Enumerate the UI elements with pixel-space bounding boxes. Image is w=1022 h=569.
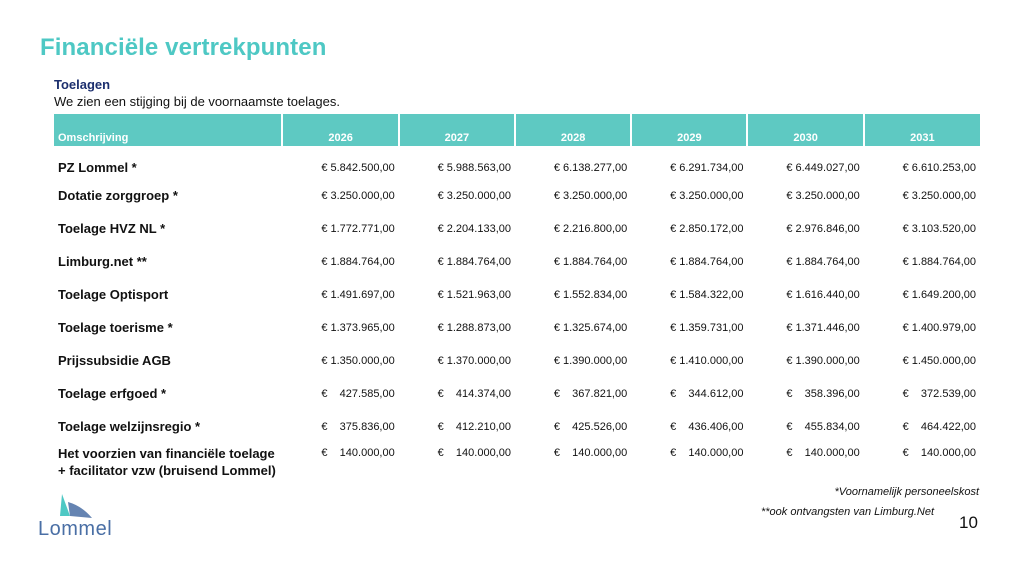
amount-cell: € 1.884.764,00 bbox=[437, 255, 511, 268]
amount-cell: € 358.396,00 bbox=[786, 387, 860, 400]
amount-cell: € 1.325.674,00 bbox=[553, 321, 628, 334]
amount-cell: € 1.884.764,00 bbox=[670, 255, 744, 268]
amount-cell: € 1.390.000,00 bbox=[553, 354, 628, 367]
amount-cell: € 6.291.734,00 bbox=[670, 161, 744, 174]
amount-cell: € 436.406,00 bbox=[670, 420, 744, 433]
amount-cell: € 427.585,00 bbox=[321, 387, 395, 400]
amount-cell: € 3.250.000,00 bbox=[553, 189, 628, 202]
amount-cell: € 412.210,00 bbox=[437, 420, 511, 433]
amount-cell: € 1.884.764,00 bbox=[321, 255, 395, 268]
amount-cell: € 1.350.000,00 bbox=[321, 354, 395, 367]
row-description: Toelage welzijnsregio * bbox=[58, 419, 201, 434]
row-description-line: + facilitator vzw (bruisend Lommel) bbox=[58, 463, 276, 478]
amount-cell: € 2.216.800,00 bbox=[553, 222, 628, 235]
amount-cell: € 1.552.834,00 bbox=[553, 288, 628, 301]
amount-cell: € 3.250.000,00 bbox=[437, 189, 511, 202]
amount-cell: € 1.359.731,00 bbox=[670, 321, 744, 334]
amount-cell: € 1.450.000,00 bbox=[902, 354, 976, 367]
amount-cell: € 2.850.172,00 bbox=[670, 222, 744, 235]
amount-cell: € 1.410.000,00 bbox=[670, 354, 744, 367]
amount-cell: € 1.371.446,00 bbox=[786, 321, 860, 334]
header-year: 2026 bbox=[282, 114, 398, 146]
amount-cell: € 3.103.520,00 bbox=[902, 222, 976, 235]
footnote-double-star: **ook ontvangsten van Limburg.Net bbox=[761, 506, 935, 518]
footnote-single-star: *Voornamelijk personeelskost bbox=[834, 486, 979, 498]
page-number: 10 bbox=[959, 513, 978, 532]
row-description: Toelage erfgoed * bbox=[58, 386, 167, 401]
table-row bbox=[54, 311, 980, 344]
amount-cell: € 1.884.764,00 bbox=[902, 255, 976, 268]
amount-cell: € 1.584.322,00 bbox=[670, 288, 744, 301]
amount-cell: € 1.370.000,00 bbox=[437, 354, 511, 367]
amount-cell: € 3.250.000,00 bbox=[786, 189, 860, 202]
header-year: 2027 bbox=[399, 114, 515, 146]
row-description: Dotatie zorggroep * bbox=[58, 188, 178, 203]
amount-cell: € 140.000,00 bbox=[670, 447, 744, 459]
amount-cell: € 6.138.277,00 bbox=[553, 161, 628, 174]
table-row bbox=[54, 278, 980, 311]
lommel-sail-logo-icon bbox=[56, 492, 96, 520]
amount-cell: € 372.539,00 bbox=[902, 387, 976, 400]
slide-title: Financiële vertrekpunten bbox=[40, 34, 327, 61]
amount-cell: € 140.000,00 bbox=[437, 447, 511, 459]
amount-cell: € 140.000,00 bbox=[321, 447, 395, 459]
grants-table bbox=[54, 114, 980, 479]
amount-cell: € 3.250.000,00 bbox=[902, 189, 976, 202]
amount-cell: € 3.250.000,00 bbox=[670, 189, 744, 202]
row-description: Limburg.net ** bbox=[58, 254, 147, 269]
row-description: Toelage Optisport bbox=[58, 287, 169, 302]
table-row bbox=[54, 146, 980, 179]
table-header-row bbox=[54, 114, 980, 146]
row-description bbox=[54, 443, 282, 479]
amount-cell: € 1.772.771,00 bbox=[321, 222, 395, 235]
amount-cell: € 1.649.200,00 bbox=[902, 288, 976, 301]
amount-cell: € 140.000,00 bbox=[902, 447, 976, 459]
amount-cell: € 1.390.000,00 bbox=[786, 354, 860, 367]
row-description: PZ Lommel * bbox=[58, 160, 137, 175]
header-year: 2030 bbox=[747, 114, 863, 146]
amount-cell: € 464.422,00 bbox=[902, 420, 976, 433]
amount-cell: € 140.000,00 bbox=[553, 447, 628, 459]
amount-cell: € 367.821,00 bbox=[553, 387, 628, 400]
table-row bbox=[54, 410, 980, 443]
amount-cell: € 1.616.440,00 bbox=[786, 288, 860, 301]
table-row bbox=[54, 344, 980, 377]
table-row bbox=[54, 179, 980, 212]
amount-cell: € 344.612,00 bbox=[670, 387, 744, 400]
table-row bbox=[54, 212, 980, 245]
logo-text: Lommel bbox=[38, 518, 113, 540]
amount-cell: € 1.884.764,00 bbox=[786, 255, 860, 268]
amount-cell: € 414.374,00 bbox=[437, 387, 511, 400]
amount-cell: € 425.526,00 bbox=[553, 420, 628, 433]
amount-cell: € 1.491.697,00 bbox=[321, 288, 395, 301]
amount-cell: € 455.834,00 bbox=[786, 420, 860, 433]
amount-cell: € 1.288.873,00 bbox=[437, 321, 511, 334]
amount-cell: € 2.204.133,00 bbox=[437, 222, 511, 235]
header-year: 2029 bbox=[631, 114, 747, 146]
amount-cell: € 5.988.563,00 bbox=[437, 161, 511, 174]
amount-cell: € 1.400.979,00 bbox=[902, 321, 976, 334]
row-description: Toelage toerisme * bbox=[58, 320, 173, 335]
amount-cell: € 1.521.963,00 bbox=[437, 288, 511, 301]
amount-cell: € 6.610.253,00 bbox=[902, 161, 976, 174]
amount-cell: € 1.373.965,00 bbox=[321, 321, 395, 334]
amount-cell: € 140.000,00 bbox=[786, 447, 860, 459]
amount-cell: € 375.836,00 bbox=[321, 420, 395, 433]
row-description-line: Het voorzien van financiële toelage bbox=[58, 446, 275, 461]
row-description: Toelage HVZ NL * bbox=[58, 221, 166, 236]
section-heading: Toelagen bbox=[54, 77, 111, 92]
amount-cell: € 6.449.027,00 bbox=[786, 161, 860, 174]
table-row bbox=[54, 443, 980, 479]
header-description: Omschrijving bbox=[54, 114, 282, 146]
lommel-logo bbox=[38, 492, 128, 542]
row-description: Prijssubsidie AGB bbox=[58, 353, 171, 368]
amount-cell: € 1.884.764,00 bbox=[553, 255, 628, 268]
amount-cell: € 5.842.500,00 bbox=[321, 161, 395, 174]
header-year: 2028 bbox=[515, 114, 631, 146]
intro-text: We zien een stijging bij de voornaamste toelages. bbox=[54, 94, 340, 109]
amount-cell: € 3.250.000,00 bbox=[321, 189, 395, 202]
table-row bbox=[54, 245, 980, 278]
amount-cell: € 2.976.846,00 bbox=[786, 222, 860, 235]
header-year: 2031 bbox=[864, 114, 980, 146]
table-row bbox=[54, 377, 980, 410]
